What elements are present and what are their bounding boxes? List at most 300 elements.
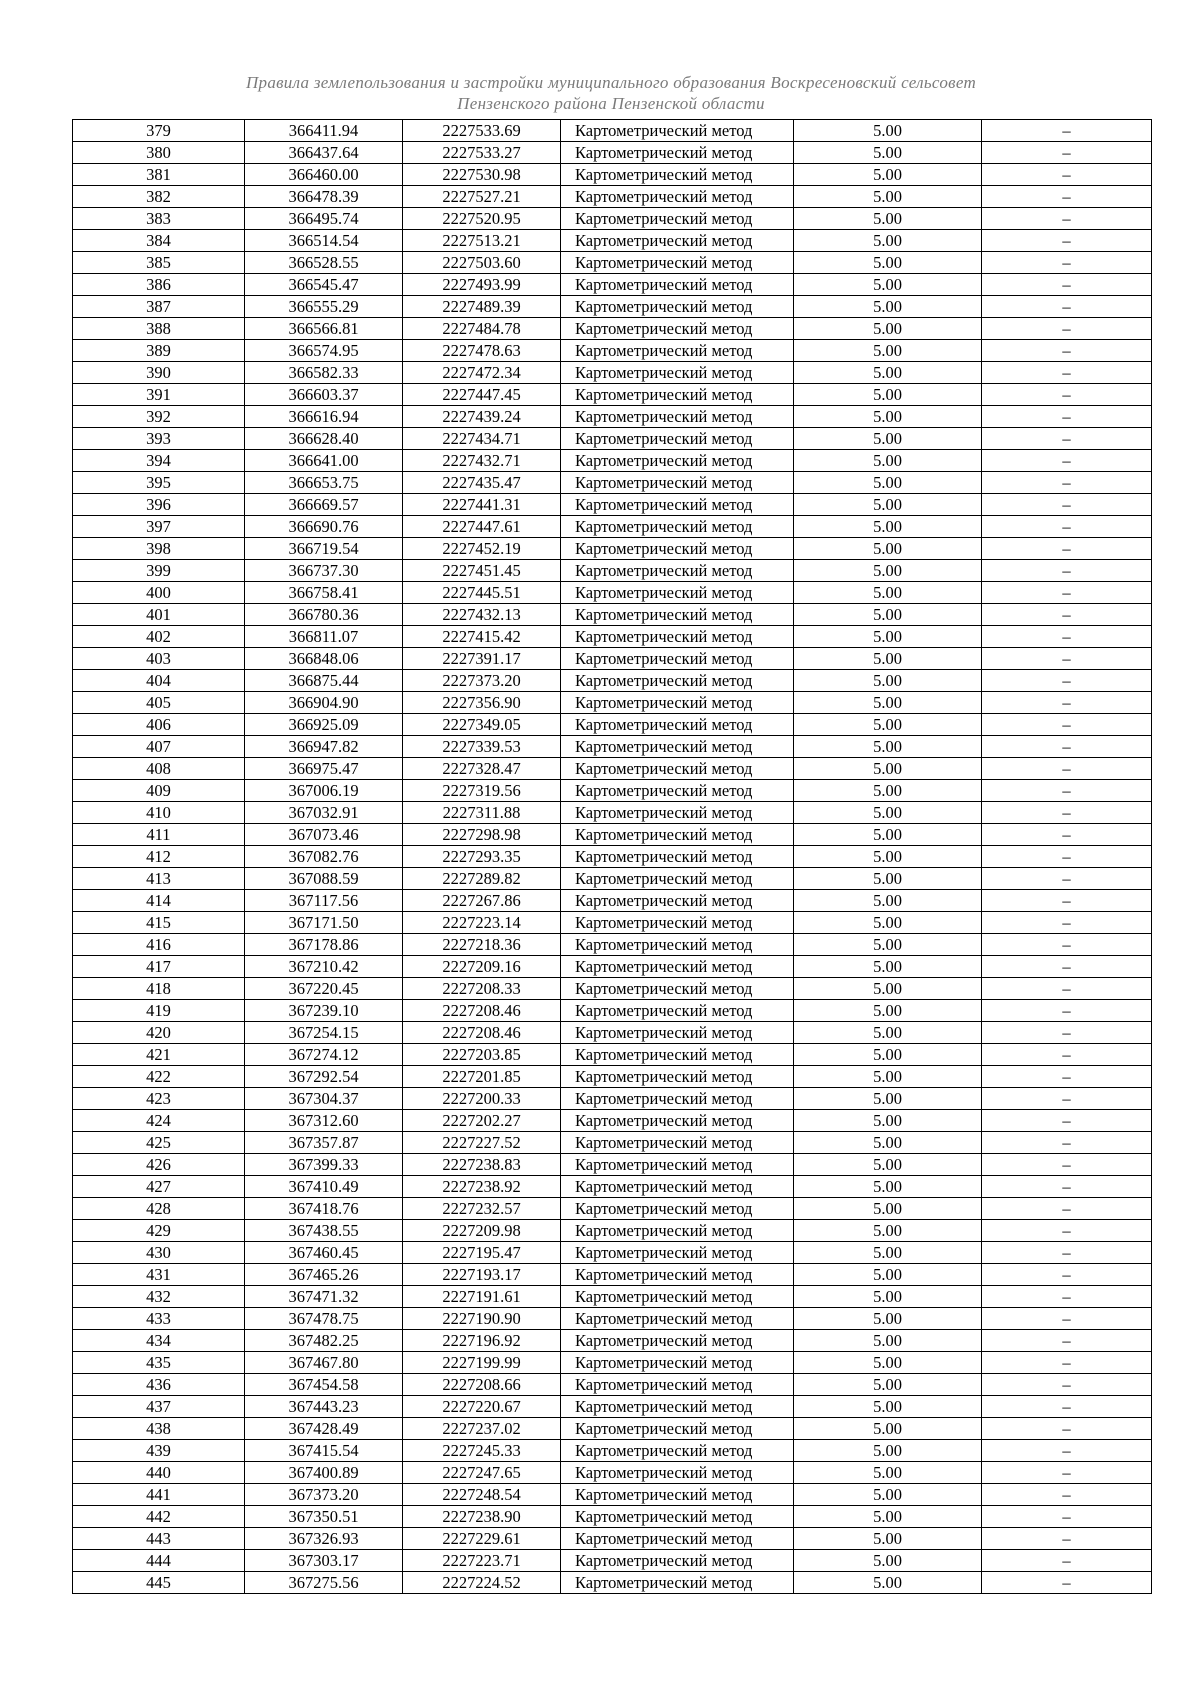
note-cell: – [982,1286,1152,1308]
x-coordinate-cell: 367073.46 [245,824,403,846]
accuracy-cell: 5.00 [794,626,982,648]
note-cell: – [982,846,1152,868]
note-cell: – [982,912,1152,934]
x-coordinate-cell: 366641.00 [245,450,403,472]
y-coordinate-cell: 2227441.31 [403,494,561,516]
note-cell: – [982,1066,1152,1088]
accuracy-cell: 5.00 [794,978,982,1000]
method-cell: Картометрический метод [561,868,794,890]
method-cell: Картометрический метод [561,890,794,912]
y-coordinate-cell: 2227452.19 [403,538,561,560]
point-number-cell: 430 [73,1242,245,1264]
y-coordinate-cell: 2227229.61 [403,1528,561,1550]
accuracy-cell: 5.00 [794,1110,982,1132]
point-number-cell: 382 [73,186,245,208]
table-row [73,692,1152,714]
x-coordinate-cell: 366437.64 [245,142,403,164]
y-coordinate-cell: 2227319.56 [403,780,561,802]
x-coordinate-cell: 367399.33 [245,1154,403,1176]
x-coordinate-cell: 367443.23 [245,1396,403,1418]
point-number-cell: 398 [73,538,245,560]
note-cell: – [982,956,1152,978]
y-coordinate-cell: 2227489.39 [403,296,561,318]
accuracy-cell: 5.00 [794,1418,982,1440]
x-coordinate-cell: 367178.86 [245,934,403,956]
x-coordinate-cell: 367357.87 [245,1132,403,1154]
point-number-cell: 384 [73,230,245,252]
table-row [73,582,1152,604]
x-coordinate-cell: 367415.54 [245,1440,403,1462]
accuracy-cell: 5.00 [794,1066,982,1088]
note-cell: – [982,208,1152,230]
method-cell: Картометрический метод [561,1022,794,1044]
x-coordinate-cell: 367478.75 [245,1308,403,1330]
x-coordinate-cell: 367275.56 [245,1572,403,1594]
point-number-cell: 397 [73,516,245,538]
method-cell: Картометрический метод [561,912,794,934]
point-number-cell: 381 [73,164,245,186]
table-row [73,516,1152,538]
note-cell: – [982,1088,1152,1110]
note-cell: – [982,472,1152,494]
table-row [73,1022,1152,1044]
y-coordinate-cell: 2227328.47 [403,758,561,780]
note-cell: – [982,1418,1152,1440]
method-cell: Картометрический метод [561,1286,794,1308]
x-coordinate-cell: 366904.90 [245,692,403,714]
method-cell: Картометрический метод [561,472,794,494]
x-coordinate-cell: 367117.56 [245,890,403,912]
point-number-cell: 431 [73,1264,245,1286]
x-coordinate-cell: 367239.10 [245,1000,403,1022]
y-coordinate-cell: 2227311.88 [403,802,561,824]
accuracy-cell: 5.00 [794,648,982,670]
accuracy-cell: 5.00 [794,340,982,362]
table-row [73,274,1152,296]
accuracy-cell: 5.00 [794,758,982,780]
y-coordinate-cell: 2227190.90 [403,1308,561,1330]
accuracy-cell: 5.00 [794,1550,982,1572]
method-cell: Картометрический метод [561,582,794,604]
method-cell: Картометрический метод [561,1000,794,1022]
note-cell: – [982,1374,1152,1396]
point-number-cell: 409 [73,780,245,802]
method-cell: Картометрический метод [561,560,794,582]
method-cell: Картометрический метод [561,1528,794,1550]
y-coordinate-cell: 2227451.45 [403,560,561,582]
method-cell: Картометрический метод [561,1308,794,1330]
table-row [73,318,1152,340]
point-number-cell: 400 [73,582,245,604]
table-row [73,230,1152,252]
accuracy-cell: 5.00 [794,802,982,824]
point-number-cell: 391 [73,384,245,406]
point-number-cell: 388 [73,318,245,340]
table-row [73,802,1152,824]
y-coordinate-cell: 2227267.86 [403,890,561,912]
y-coordinate-cell: 2227218.36 [403,934,561,956]
method-cell: Картометрический метод [561,186,794,208]
point-number-cell: 387 [73,296,245,318]
table-row [73,1110,1152,1132]
note-cell: – [982,824,1152,846]
accuracy-cell: 5.00 [794,1264,982,1286]
table-row [73,846,1152,868]
accuracy-cell: 5.00 [794,560,982,582]
table-row [73,648,1152,670]
accuracy-cell: 5.00 [794,1396,982,1418]
note-cell: – [982,1440,1152,1462]
y-coordinate-cell: 2227513.21 [403,230,561,252]
x-coordinate-cell: 366737.30 [245,560,403,582]
y-coordinate-cell: 2227289.82 [403,868,561,890]
x-coordinate-cell: 366478.39 [245,186,403,208]
note-cell: – [982,252,1152,274]
x-coordinate-cell: 367171.50 [245,912,403,934]
x-coordinate-cell: 366975.47 [245,758,403,780]
method-cell: Картометрический метод [561,1418,794,1440]
x-coordinate-cell: 366555.29 [245,296,403,318]
table-row [73,472,1152,494]
x-coordinate-cell: 366603.37 [245,384,403,406]
table-body [73,120,1152,1594]
point-number-cell: 386 [73,274,245,296]
table-row [73,1440,1152,1462]
point-number-cell: 403 [73,648,245,670]
x-coordinate-cell: 367312.60 [245,1110,403,1132]
note-cell: – [982,758,1152,780]
point-number-cell: 390 [73,362,245,384]
x-coordinate-cell: 367465.26 [245,1264,403,1286]
note-cell: – [982,802,1152,824]
note-cell: – [982,296,1152,318]
y-coordinate-cell: 2227373.20 [403,670,561,692]
method-cell: Картометрический метод [561,1242,794,1264]
method-cell: Картометрический метод [561,450,794,472]
table-row [73,186,1152,208]
point-number-cell: 439 [73,1440,245,1462]
accuracy-cell: 5.00 [794,1220,982,1242]
y-coordinate-cell: 2227445.51 [403,582,561,604]
point-number-cell: 395 [73,472,245,494]
method-cell: Картометрический метод [561,538,794,560]
accuracy-cell: 5.00 [794,252,982,274]
accuracy-cell: 5.00 [794,934,982,956]
table-row [73,912,1152,934]
x-coordinate-cell: 367438.55 [245,1220,403,1242]
x-coordinate-cell: 366528.55 [245,252,403,274]
method-cell: Картометрический метод [561,1066,794,1088]
accuracy-cell: 5.00 [794,890,982,912]
x-coordinate-cell: 366574.95 [245,340,403,362]
point-number-cell: 412 [73,846,245,868]
table-row [73,868,1152,890]
point-number-cell: 433 [73,1308,245,1330]
method-cell: Картометрический метод [561,1154,794,1176]
accuracy-cell: 5.00 [794,868,982,890]
note-cell: – [982,1154,1152,1176]
y-coordinate-cell: 2227196.92 [403,1330,561,1352]
point-number-cell: 445 [73,1572,245,1594]
accuracy-cell: 5.00 [794,912,982,934]
method-cell: Картометрический метод [561,142,794,164]
method-cell: Картометрический метод [561,824,794,846]
x-coordinate-cell: 367410.49 [245,1176,403,1198]
y-coordinate-cell: 2227208.46 [403,1000,561,1022]
point-number-cell: 435 [73,1352,245,1374]
x-coordinate-cell: 366780.36 [245,604,403,626]
point-number-cell: 389 [73,340,245,362]
x-coordinate-cell: 366811.07 [245,626,403,648]
table-row [73,934,1152,956]
x-coordinate-cell: 367210.42 [245,956,403,978]
y-coordinate-cell: 2227220.67 [403,1396,561,1418]
x-coordinate-cell: 366669.57 [245,494,403,516]
y-coordinate-cell: 2227298.98 [403,824,561,846]
accuracy-cell: 5.00 [794,1462,982,1484]
accuracy-cell: 5.00 [794,1022,982,1044]
method-cell: Картометрический метод [561,758,794,780]
method-cell: Картометрический метод [561,1132,794,1154]
note-cell: – [982,362,1152,384]
y-coordinate-cell: 2227195.47 [403,1242,561,1264]
method-cell: Картометрический метод [561,318,794,340]
table-row [73,1286,1152,1308]
note-cell: – [982,1572,1152,1594]
accuracy-cell: 5.00 [794,384,982,406]
y-coordinate-cell: 2227530.98 [403,164,561,186]
method-cell: Картометрический метод [561,736,794,758]
method-cell: Картометрический метод [561,714,794,736]
method-cell: Картометрический метод [561,934,794,956]
method-cell: Картометрический метод [561,1352,794,1374]
note-cell: – [982,1330,1152,1352]
point-number-cell: 380 [73,142,245,164]
table-row [73,1506,1152,1528]
y-coordinate-cell: 2227415.42 [403,626,561,648]
note-cell: – [982,1198,1152,1220]
x-coordinate-cell: 367482.25 [245,1330,403,1352]
note-cell: – [982,1528,1152,1550]
x-coordinate-cell: 366719.54 [245,538,403,560]
method-cell: Картометрический метод [561,516,794,538]
note-cell: – [982,736,1152,758]
note-cell: – [982,1462,1152,1484]
point-number-cell: 442 [73,1506,245,1528]
table-row [73,164,1152,186]
point-number-cell: 424 [73,1110,245,1132]
accuracy-cell: 5.00 [794,164,982,186]
point-number-cell: 415 [73,912,245,934]
accuracy-cell: 5.00 [794,406,982,428]
accuracy-cell: 5.00 [794,274,982,296]
method-cell: Картометрический метод [561,692,794,714]
y-coordinate-cell: 2227439.24 [403,406,561,428]
table-row [73,1352,1152,1374]
table-row [73,362,1152,384]
note-cell: – [982,1000,1152,1022]
table-row [73,494,1152,516]
header-line-1: Правила землепользования и застройки муниципального образования Воскресеновский сельсовет [245,73,977,92]
note-cell: – [982,1220,1152,1242]
note-cell: – [982,560,1152,582]
point-number-cell: 441 [73,1484,245,1506]
note-cell: – [982,1132,1152,1154]
accuracy-cell: 5.00 [794,1242,982,1264]
table-row [73,208,1152,230]
x-coordinate-cell: 367006.19 [245,780,403,802]
y-coordinate-cell: 2227432.13 [403,604,561,626]
note-cell: – [982,1022,1152,1044]
y-coordinate-cell: 2227520.95 [403,208,561,230]
x-coordinate-cell: 366653.75 [245,472,403,494]
point-number-cell: 399 [73,560,245,582]
note-cell: – [982,604,1152,626]
x-coordinate-cell: 367460.45 [245,1242,403,1264]
y-coordinate-cell: 2227202.27 [403,1110,561,1132]
table-row [73,1396,1152,1418]
y-coordinate-cell: 2227339.53 [403,736,561,758]
y-coordinate-cell: 2227193.17 [403,1264,561,1286]
x-coordinate-cell: 367418.76 [245,1198,403,1220]
table-row [73,956,1152,978]
point-number-cell: 418 [73,978,245,1000]
y-coordinate-cell: 2227200.33 [403,1088,561,1110]
table-row [73,120,1152,142]
method-cell: Картометрический метод [561,1110,794,1132]
note-cell: – [982,384,1152,406]
y-coordinate-cell: 2227503.60 [403,252,561,274]
accuracy-cell: 5.00 [794,670,982,692]
table-row [73,714,1152,736]
method-cell: Картометрический метод [561,1572,794,1594]
method-cell: Картометрический метод [561,1264,794,1286]
method-cell: Картометрический метод [561,230,794,252]
note-cell: – [982,1044,1152,1066]
y-coordinate-cell: 2227201.85 [403,1066,561,1088]
table-row [73,978,1152,1000]
accuracy-cell: 5.00 [794,824,982,846]
y-coordinate-cell: 2227223.71 [403,1550,561,1572]
accuracy-cell: 5.00 [794,208,982,230]
point-number-cell: 393 [73,428,245,450]
accuracy-cell: 5.00 [794,1088,982,1110]
point-number-cell: 422 [73,1066,245,1088]
note-cell: – [982,164,1152,186]
table-row [73,142,1152,164]
point-number-cell: 434 [73,1330,245,1352]
note-cell: – [982,494,1152,516]
accuracy-cell: 5.00 [794,604,982,626]
y-coordinate-cell: 2227533.69 [403,120,561,142]
point-number-cell: 394 [73,450,245,472]
point-number-cell: 416 [73,934,245,956]
accuracy-cell: 5.00 [794,956,982,978]
point-number-cell: 402 [73,626,245,648]
accuracy-cell: 5.00 [794,472,982,494]
table-row [73,1264,1152,1286]
point-number-cell: 444 [73,1550,245,1572]
point-number-cell: 432 [73,1286,245,1308]
method-cell: Картометрический метод [561,604,794,626]
note-cell: – [982,516,1152,538]
method-cell: Картометрический метод [561,1176,794,1198]
accuracy-cell: 5.00 [794,296,982,318]
point-number-cell: 443 [73,1528,245,1550]
method-cell: Картометрический метод [561,1462,794,1484]
x-coordinate-cell: 366495.74 [245,208,403,230]
point-number-cell: 417 [73,956,245,978]
table-row [73,428,1152,450]
accuracy-cell: 5.00 [794,450,982,472]
y-coordinate-cell: 2227447.61 [403,516,561,538]
accuracy-cell: 5.00 [794,1572,982,1594]
method-cell: Картометрический метод [561,1484,794,1506]
x-coordinate-cell: 367428.49 [245,1418,403,1440]
accuracy-cell: 5.00 [794,1330,982,1352]
note-cell: – [982,868,1152,890]
table-row [73,1308,1152,1330]
note-cell: – [982,406,1152,428]
x-coordinate-cell: 366616.94 [245,406,403,428]
method-cell: Картометрический метод [561,428,794,450]
point-number-cell: 426 [73,1154,245,1176]
x-coordinate-cell: 367220.45 [245,978,403,1000]
table-row [73,384,1152,406]
accuracy-cell: 5.00 [794,538,982,560]
method-cell: Картометрический метод [561,1396,794,1418]
table-row [73,296,1152,318]
method-cell: Картометрический метод [561,384,794,406]
table-row [73,736,1152,758]
y-coordinate-cell: 2227191.61 [403,1286,561,1308]
point-number-cell: 419 [73,1000,245,1022]
point-number-cell: 429 [73,1220,245,1242]
table-row [73,670,1152,692]
x-coordinate-cell: 366411.94 [245,120,403,142]
accuracy-cell: 5.00 [794,1132,982,1154]
method-cell: Картометрический метод [561,406,794,428]
accuracy-cell: 5.00 [794,692,982,714]
table-row [73,626,1152,648]
method-cell: Картометрический метод [561,1374,794,1396]
y-coordinate-cell: 2227203.85 [403,1044,561,1066]
note-cell: – [982,890,1152,912]
method-cell: Картометрический метод [561,362,794,384]
x-coordinate-cell: 366848.06 [245,648,403,670]
note-cell: – [982,582,1152,604]
point-number-cell: 385 [73,252,245,274]
y-coordinate-cell: 2227478.63 [403,340,561,362]
method-cell: Картометрический метод [561,340,794,362]
table-row [73,1220,1152,1242]
note-cell: – [982,142,1152,164]
accuracy-cell: 5.00 [794,1374,982,1396]
accuracy-cell: 5.00 [794,1000,982,1022]
accuracy-cell: 5.00 [794,362,982,384]
note-cell: – [982,1550,1152,1572]
method-cell: Картометрический метод [561,208,794,230]
table-row [73,824,1152,846]
x-coordinate-cell: 367292.54 [245,1066,403,1088]
table-row [73,406,1152,428]
note-cell: – [982,120,1152,142]
y-coordinate-cell: 2227527.21 [403,186,561,208]
x-coordinate-cell: 367454.58 [245,1374,403,1396]
y-coordinate-cell: 2227349.05 [403,714,561,736]
note-cell: – [982,692,1152,714]
point-number-cell: 406 [73,714,245,736]
